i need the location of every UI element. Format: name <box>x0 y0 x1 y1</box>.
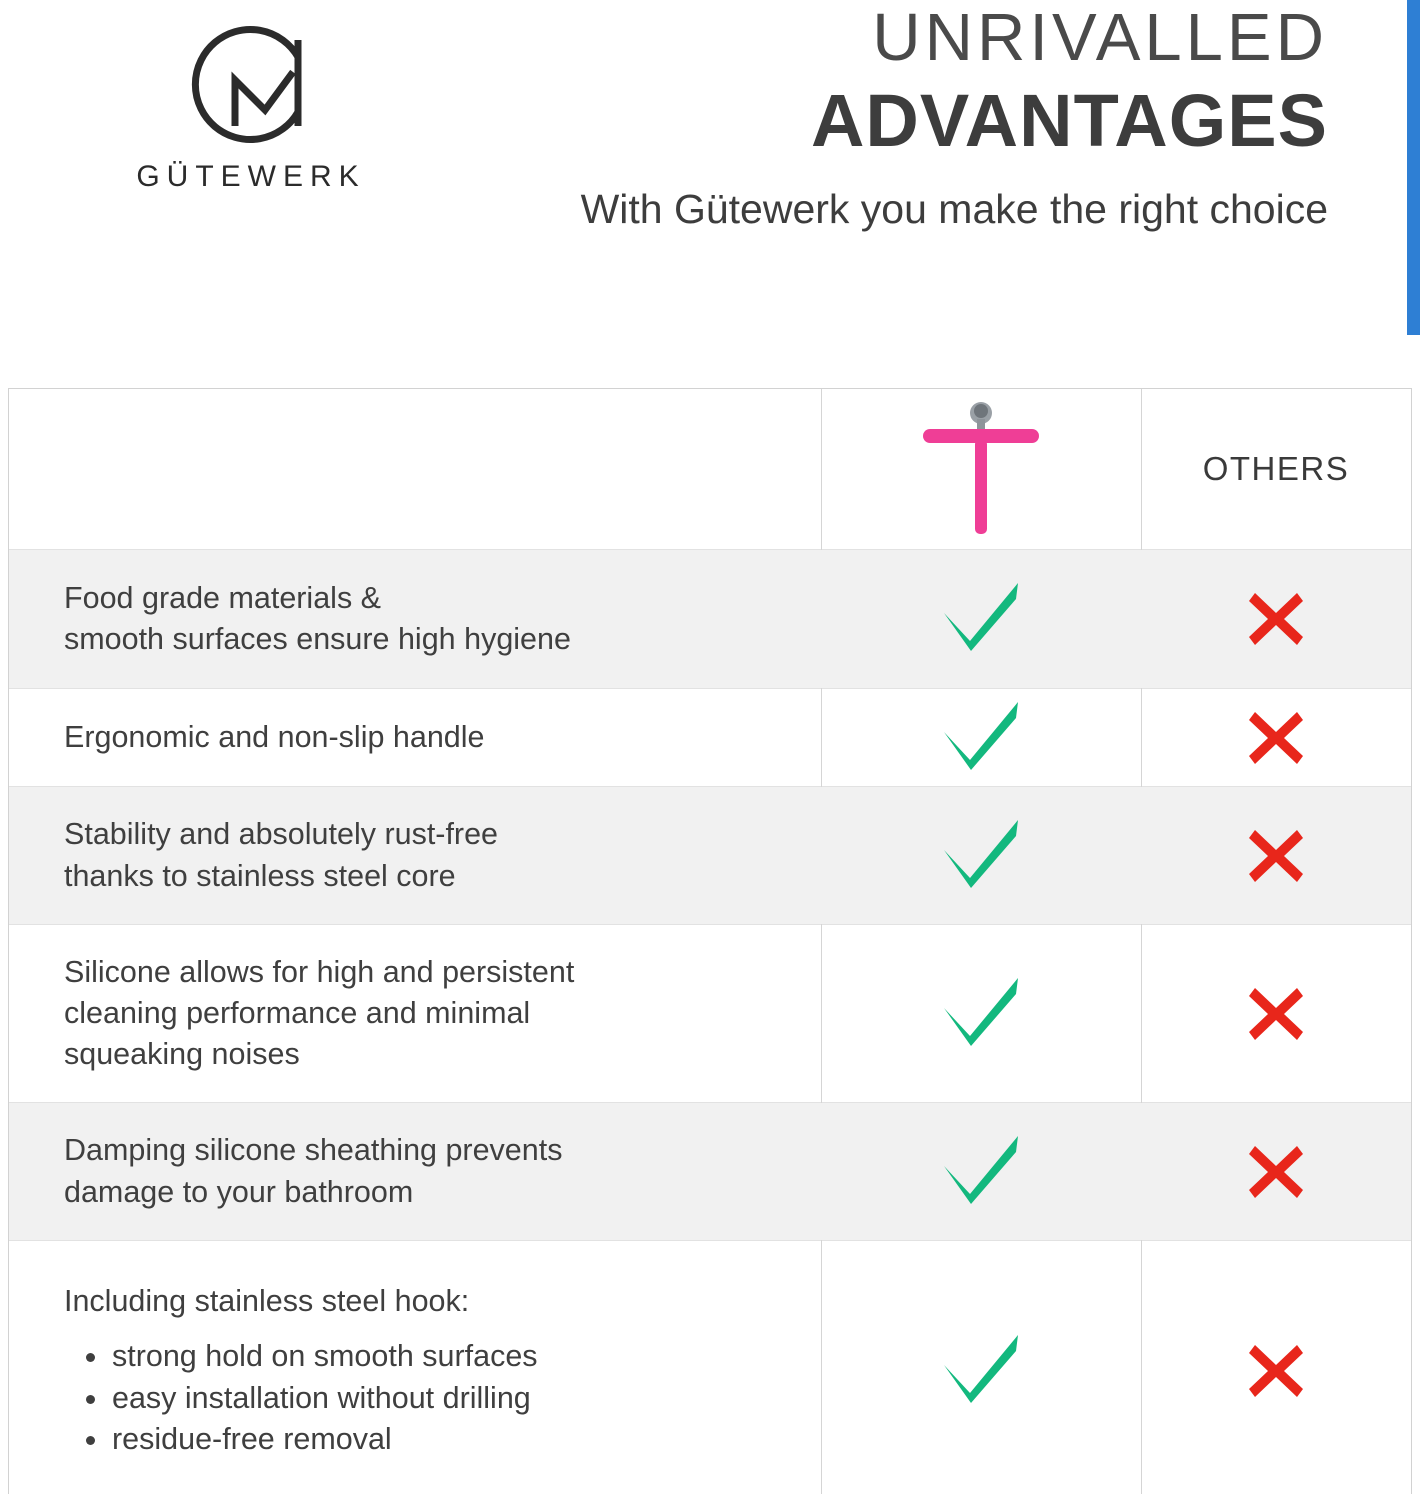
feature-text-line: cleaning performance and minimal <box>64 995 531 1030</box>
others-cell <box>1141 925 1411 1102</box>
cross-icon <box>1245 1142 1307 1202</box>
ours-cell <box>821 925 1141 1102</box>
ours-cell <box>821 689 1141 786</box>
header <box>0 0 1420 372</box>
table-row <box>9 550 1411 688</box>
feature-cell <box>9 787 821 924</box>
ours-cell <box>821 1241 1141 1501</box>
feature-text-line: Food grade materials & <box>64 580 382 615</box>
table-row <box>9 787 1411 924</box>
cross-icon <box>1245 589 1307 649</box>
cross-icon <box>1245 1341 1307 1401</box>
table-row <box>9 689 1411 786</box>
gutewerk-squeegee-icon <box>901 399 1061 539</box>
table-row <box>9 1241 1411 1501</box>
check-icon <box>938 1331 1024 1411</box>
others-cell <box>1141 1103 1411 1240</box>
header-cell-feature <box>9 389 821 549</box>
feature-cell <box>9 925 821 1102</box>
feature-text-line: damage to your bathroom <box>64 1174 414 1209</box>
others-label: OTHERS <box>1202 450 1350 487</box>
ours-cell <box>821 787 1141 924</box>
ours-cell <box>821 550 1141 688</box>
check-icon <box>938 698 1024 778</box>
feature-cell <box>9 1103 821 1240</box>
gutewerk-logo-icon <box>175 14 325 154</box>
others-cell <box>1141 550 1411 688</box>
feature-text-line: thanks to stainless steel core <box>64 858 456 893</box>
list-item: easy installation without drilling <box>112 1378 821 1420</box>
feature-cell <box>9 550 821 688</box>
headline-primary: UNRIVALLED <box>872 0 1328 75</box>
feature-cell <box>9 689 821 786</box>
feature-text-line: Silicone allows for high and persistent <box>64 954 575 989</box>
accent-bar <box>1407 0 1420 335</box>
feature-bullet-list <box>64 1336 821 1461</box>
table-body <box>9 550 1411 1501</box>
feature-text-line: smooth surfaces ensure high hygiene <box>64 622 571 656</box>
check-icon <box>938 974 1024 1054</box>
comparison-table <box>8 388 1412 1494</box>
brand-name: GÜTEWERK <box>136 160 366 193</box>
others-cell <box>1141 787 1411 924</box>
feature-text-line: Stability and absolutely rust-free <box>64 817 498 852</box>
brand-block <box>0 0 560 194</box>
feature-text-line: Ergonomic and non-slip handle <box>64 719 485 754</box>
others-cell <box>1141 1241 1411 1501</box>
check-icon <box>938 816 1024 896</box>
cross-icon <box>1245 984 1307 1044</box>
feature-text-line: Damping silicone sheathing prevents <box>64 1133 563 1168</box>
others-cell <box>1141 689 1411 786</box>
feature-text-line: squeaking noises <box>64 1037 300 1072</box>
check-icon <box>938 579 1024 659</box>
table-row <box>9 1103 1411 1240</box>
cross-icon <box>1245 708 1307 768</box>
feature-text-line: Including stainless steel hook: <box>64 1283 470 1318</box>
header-cell-others <box>1141 389 1411 549</box>
list-item: residue-free removal <box>112 1419 821 1461</box>
list-item: strong hold on smooth surfaces <box>112 1336 821 1378</box>
headline-block <box>560 0 1420 238</box>
table-row <box>9 925 1411 1102</box>
header-cell-ours <box>821 389 1141 549</box>
table-header-row <box>9 389 1411 549</box>
ours-cell <box>821 1103 1141 1240</box>
check-icon <box>938 1132 1024 1212</box>
headline-secondary: ADVANTAGES <box>810 79 1328 162</box>
cross-icon <box>1245 826 1307 886</box>
feature-cell <box>9 1241 821 1501</box>
subheadline: With Gütewerk you make the right choice <box>580 186 1328 233</box>
